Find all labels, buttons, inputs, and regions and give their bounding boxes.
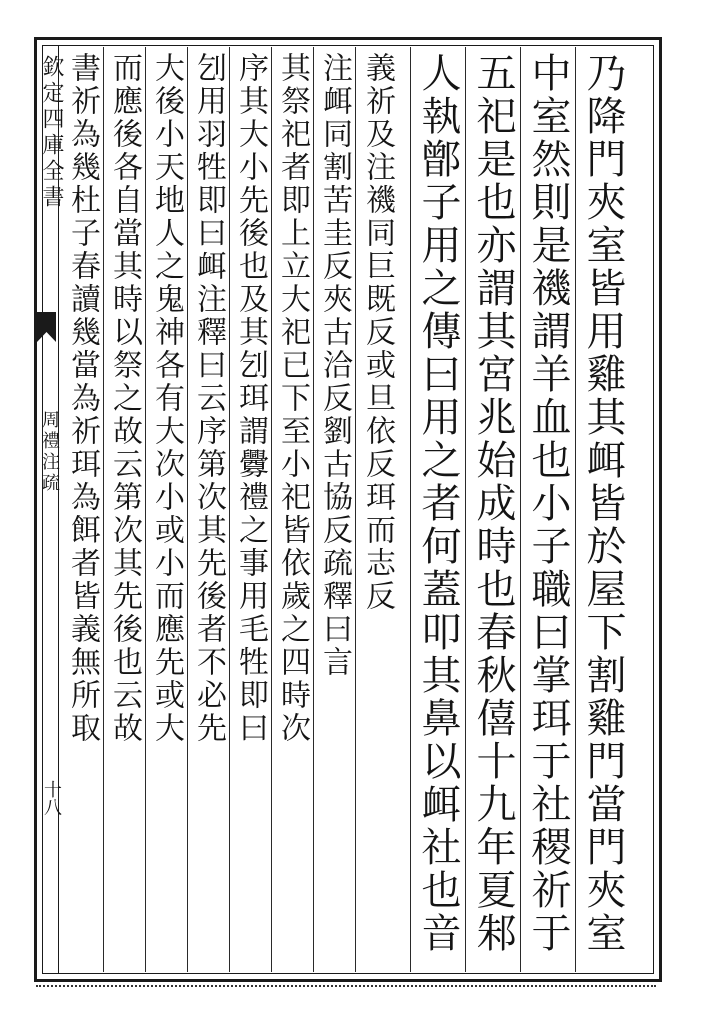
text-column-11: 而應後各自當其時以祭之故云第次其先後也云故 — [107, 52, 142, 745]
text-column-8: 序其大小先後也及其刉珥謂釁禮之事用毛牲即曰 — [233, 52, 268, 745]
text-column-4: 人執鄫子用之傳曰用之者何蓋叩其鼻以衈社也音 — [415, 52, 461, 955]
fishtail-mark-icon — [37, 312, 56, 342]
text-column-9: 刉用羽牲即曰衈注釋曰云序第次其先後者不必先 — [191, 52, 226, 745]
text-column-6: 注衈同割苦圭反夾古洽反劉古協反疏釋曰言 — [317, 52, 352, 679]
text-column-3: 五祀是也亦謂其宮兆始成時也春秋僖十九年夏邾 — [470, 52, 516, 955]
column-rule — [313, 47, 314, 972]
column-rule — [103, 47, 104, 972]
bottom-dotted-rule — [36, 985, 656, 993]
text-column-7: 其祭祀者即上立大祀已下至小祀皆依歲之四時次 — [275, 52, 310, 745]
column-rule — [145, 47, 146, 972]
text-column-1: 乃降門夾室皆用雞其衈皆於屋下割雞門當門夾室 — [580, 52, 626, 955]
column-rule — [229, 47, 230, 972]
column-rule — [355, 47, 356, 972]
column-rule — [465, 47, 466, 972]
column-rule — [410, 47, 411, 972]
text-column-5: 義祈及注禨同巨既反或旦依反珥而志反 — [360, 52, 395, 613]
column-rule — [575, 47, 576, 972]
column-rule — [520, 47, 521, 972]
text-column-2: 中室然則是禨謂羊血也小子職曰掌珥于社稷祈于 — [525, 52, 571, 955]
margin-page-number: 十八 — [41, 780, 62, 816]
margin-book-title: 周禮注疏 — [39, 410, 60, 494]
margin-series-title: 欽定四庫全書 — [39, 55, 64, 211]
text-column-10: 大後小天地人之鬼神各有大次小或小而應先或大 — [149, 52, 184, 745]
column-rule — [271, 47, 272, 972]
text-column-12: 書祈為幾杜子春讀幾當為祈珥為餌者皆義無所取 — [65, 52, 100, 745]
column-rule — [187, 47, 188, 972]
